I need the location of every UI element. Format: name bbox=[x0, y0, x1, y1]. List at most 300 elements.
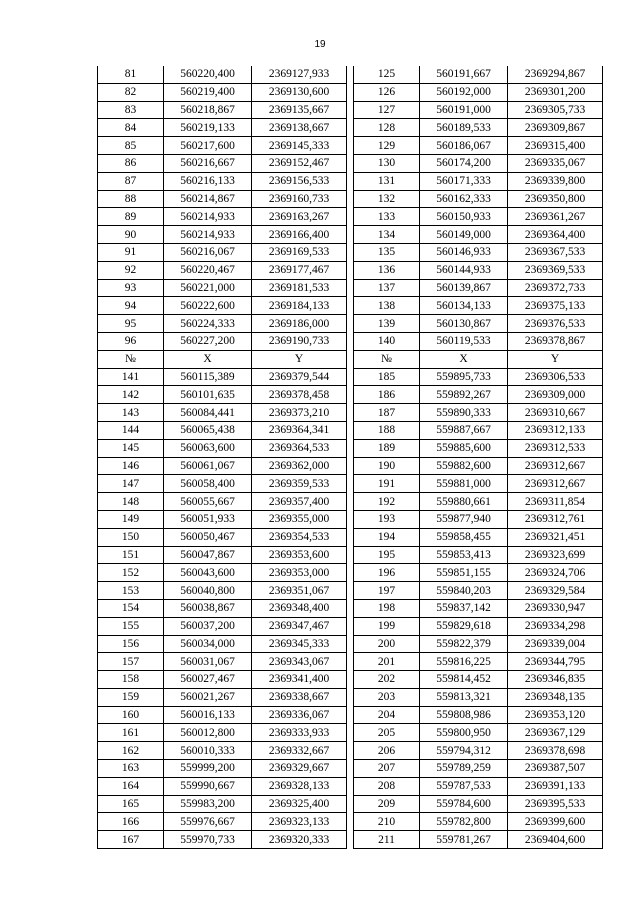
x-coordinate-cell: 560115,389 bbox=[164, 368, 252, 386]
x-coordinate-cell: 560174,200 bbox=[420, 154, 508, 172]
x-coordinate-cell: 560065,438 bbox=[164, 421, 252, 439]
point-number-cell: 156 bbox=[98, 635, 164, 653]
column-gap bbox=[347, 546, 354, 564]
point-number-cell: 199 bbox=[354, 617, 420, 635]
column-gap bbox=[347, 297, 354, 315]
column-gap bbox=[347, 475, 354, 493]
y-coordinate-cell: 2369312,667 bbox=[508, 475, 603, 493]
column-gap bbox=[347, 404, 354, 422]
coordinates-table bbox=[97, 66, 603, 849]
point-number-cell: 154 bbox=[98, 599, 164, 617]
y-coordinate-cell: 2369359,533 bbox=[252, 475, 347, 493]
y-coordinate-cell: 2369169,533 bbox=[252, 243, 347, 261]
column-gap bbox=[347, 119, 354, 137]
y-coordinate-cell: 2369364,533 bbox=[252, 439, 347, 457]
point-number-cell: 196 bbox=[354, 564, 420, 582]
x-coordinate-cell: 560191,000 bbox=[420, 101, 508, 119]
x-coordinate-cell: 559829,618 bbox=[420, 617, 508, 635]
point-number-cell: 192 bbox=[354, 493, 420, 511]
point-number-cell: 197 bbox=[354, 582, 420, 600]
table-row bbox=[98, 653, 603, 671]
x-coordinate-cell: 560150,933 bbox=[420, 208, 508, 226]
point-number-cell: 96 bbox=[98, 332, 164, 350]
x-coordinate-cell: 559983,200 bbox=[164, 795, 252, 813]
point-number-cell: 139 bbox=[354, 315, 420, 333]
point-number-cell: 167 bbox=[98, 831, 164, 849]
x-coordinate-cell: 560144,933 bbox=[420, 261, 508, 279]
y-coordinate-cell: 2369379,544 bbox=[252, 368, 347, 386]
number-header: № bbox=[98, 350, 164, 368]
point-number-cell: 198 bbox=[354, 599, 420, 617]
point-number-cell: 211 bbox=[354, 831, 420, 849]
point-number-cell: 84 bbox=[98, 119, 164, 137]
point-number-cell: 149 bbox=[98, 510, 164, 528]
x-coordinate-cell: 560139,867 bbox=[420, 279, 508, 297]
table-row bbox=[98, 510, 603, 528]
point-number-cell: 143 bbox=[98, 404, 164, 422]
y-coordinate-cell: 2369312,667 bbox=[508, 457, 603, 475]
column-gap bbox=[347, 510, 354, 528]
y-coordinate-cell: 2369357,400 bbox=[252, 493, 347, 511]
x-coordinate-cell: 560040,800 bbox=[164, 582, 252, 600]
point-number-cell: 189 bbox=[354, 439, 420, 457]
point-number-cell: 89 bbox=[98, 208, 164, 226]
x-coordinate-cell: 560217,600 bbox=[164, 137, 252, 155]
column-gap bbox=[347, 439, 354, 457]
x-coordinate-cell: 559816,225 bbox=[420, 653, 508, 671]
page-number: 19 bbox=[314, 39, 326, 50]
y-coordinate-cell: 2369376,533 bbox=[508, 315, 603, 333]
x-coordinate-cell: 560051,933 bbox=[164, 510, 252, 528]
column-gap bbox=[347, 226, 354, 244]
x-coordinate-cell: 560084,441 bbox=[164, 404, 252, 422]
point-number-cell: 95 bbox=[98, 315, 164, 333]
x-coordinate-cell: 560219,400 bbox=[164, 83, 252, 101]
y-coordinate-cell: 2369362,000 bbox=[252, 457, 347, 475]
column-gap bbox=[347, 742, 354, 760]
x-coordinate-cell: 560047,867 bbox=[164, 546, 252, 564]
point-number-cell: 94 bbox=[98, 297, 164, 315]
x-coordinate-cell: 559858,455 bbox=[420, 528, 508, 546]
x-coordinate-cell: 560192,000 bbox=[420, 83, 508, 101]
table-row bbox=[98, 208, 603, 226]
column-gap bbox=[347, 582, 354, 600]
point-number-cell: 190 bbox=[354, 457, 420, 475]
x-coordinate-cell: 560219,133 bbox=[164, 119, 252, 137]
point-number-cell: 187 bbox=[354, 404, 420, 422]
y-coordinate-cell: 2369399,600 bbox=[508, 813, 603, 831]
point-number-cell: 86 bbox=[98, 154, 164, 172]
point-number-cell: 186 bbox=[354, 386, 420, 404]
table-row bbox=[98, 119, 603, 137]
y-coordinate-cell: 2369348,400 bbox=[252, 599, 347, 617]
table-row bbox=[98, 315, 603, 333]
x-coordinate-cell: 560027,467 bbox=[164, 671, 252, 689]
point-number-cell: 87 bbox=[98, 172, 164, 190]
y-coordinate-cell: 2369391,133 bbox=[508, 777, 603, 795]
x-coordinate-cell: 560218,867 bbox=[164, 101, 252, 119]
y-coordinate-cell: 2369311,854 bbox=[508, 493, 603, 511]
y-coordinate-cell: 2369127,933 bbox=[252, 66, 347, 83]
point-number-cell: 146 bbox=[98, 457, 164, 475]
y-coordinate-cell: 2369355,000 bbox=[252, 510, 347, 528]
y-coordinate-cell: 2369361,267 bbox=[508, 208, 603, 226]
y-header: Y bbox=[508, 350, 603, 368]
point-number-cell: 141 bbox=[98, 368, 164, 386]
y-coordinate-cell: 2369369,533 bbox=[508, 261, 603, 279]
x-coordinate-cell: 560146,933 bbox=[420, 243, 508, 261]
y-coordinate-cell: 2369375,133 bbox=[508, 297, 603, 315]
point-number-cell: 166 bbox=[98, 813, 164, 831]
column-gap bbox=[347, 671, 354, 689]
table-row bbox=[98, 813, 603, 831]
point-number-cell: 130 bbox=[354, 154, 420, 172]
x-coordinate-cell: 559822,379 bbox=[420, 635, 508, 653]
column-gap bbox=[347, 564, 354, 582]
number-header: № bbox=[354, 350, 420, 368]
point-number-cell: 200 bbox=[354, 635, 420, 653]
column-gap bbox=[347, 635, 354, 653]
x-coordinate-cell: 560221,000 bbox=[164, 279, 252, 297]
point-number-cell: 133 bbox=[354, 208, 420, 226]
x-coordinate-cell: 560216,667 bbox=[164, 154, 252, 172]
table-row bbox=[98, 386, 603, 404]
table-row bbox=[98, 546, 603, 564]
table-row bbox=[98, 297, 603, 315]
y-coordinate-cell: 2369320,333 bbox=[252, 831, 347, 849]
x-coordinate-cell: 560050,467 bbox=[164, 528, 252, 546]
x-coordinate-cell: 560186,067 bbox=[420, 137, 508, 155]
x-coordinate-cell: 560119,533 bbox=[420, 332, 508, 350]
y-coordinate-cell: 2369348,135 bbox=[508, 688, 603, 706]
x-coordinate-cell: 560063,600 bbox=[164, 439, 252, 457]
x-coordinate-cell: 560171,333 bbox=[420, 172, 508, 190]
table-row bbox=[98, 404, 603, 422]
x-coordinate-cell: 560222,600 bbox=[164, 297, 252, 315]
table-row bbox=[98, 831, 603, 849]
x-coordinate-cell: 559840,203 bbox=[420, 582, 508, 600]
point-number-cell: 82 bbox=[98, 83, 164, 101]
x-coordinate-cell: 559990,667 bbox=[164, 777, 252, 795]
y-header: Y bbox=[252, 350, 347, 368]
x-header: X bbox=[164, 350, 252, 368]
table-row bbox=[98, 795, 603, 813]
table-row bbox=[98, 777, 603, 795]
column-gap bbox=[347, 457, 354, 475]
point-number-cell: 129 bbox=[354, 137, 420, 155]
x-coordinate-cell: 560220,467 bbox=[164, 261, 252, 279]
y-coordinate-cell: 2369372,733 bbox=[508, 279, 603, 297]
y-coordinate-cell: 2369325,400 bbox=[252, 795, 347, 813]
point-number-cell: 140 bbox=[354, 332, 420, 350]
x-coordinate-cell: 560021,267 bbox=[164, 688, 252, 706]
y-coordinate-cell: 2369156,533 bbox=[252, 172, 347, 190]
column-gap bbox=[347, 332, 354, 350]
y-coordinate-cell: 2369323,699 bbox=[508, 546, 603, 564]
point-number-cell: 138 bbox=[354, 297, 420, 315]
table-row bbox=[98, 706, 603, 724]
x-coordinate-cell: 560216,133 bbox=[164, 172, 252, 190]
x-coordinate-cell: 559787,533 bbox=[420, 777, 508, 795]
x-coordinate-cell: 559814,452 bbox=[420, 671, 508, 689]
point-number-cell: 144 bbox=[98, 421, 164, 439]
y-coordinate-cell: 2369378,867 bbox=[508, 332, 603, 350]
column-gap bbox=[347, 350, 354, 368]
y-coordinate-cell: 2369353,120 bbox=[508, 706, 603, 724]
point-number-cell: 206 bbox=[354, 742, 420, 760]
y-coordinate-cell: 2369160,733 bbox=[252, 190, 347, 208]
column-gap bbox=[347, 66, 354, 83]
x-coordinate-cell: 560134,133 bbox=[420, 297, 508, 315]
y-coordinate-cell: 2369186,000 bbox=[252, 315, 347, 333]
y-coordinate-cell: 2369338,667 bbox=[252, 688, 347, 706]
y-coordinate-cell: 2369163,267 bbox=[252, 208, 347, 226]
point-number-cell: 145 bbox=[98, 439, 164, 457]
y-coordinate-cell: 2369332,667 bbox=[252, 742, 347, 760]
point-number-cell: 194 bbox=[354, 528, 420, 546]
y-coordinate-cell: 2369339,004 bbox=[508, 635, 603, 653]
column-gap bbox=[347, 688, 354, 706]
x-coordinate-cell: 560220,400 bbox=[164, 66, 252, 83]
y-coordinate-cell: 2369395,533 bbox=[508, 795, 603, 813]
x-coordinate-cell: 559890,333 bbox=[420, 404, 508, 422]
x-coordinate-cell: 560037,200 bbox=[164, 617, 252, 635]
y-coordinate-cell: 2369364,400 bbox=[508, 226, 603, 244]
point-number-cell: 81 bbox=[98, 66, 164, 83]
y-coordinate-cell: 2369373,210 bbox=[252, 404, 347, 422]
x-coordinate-cell: 560012,800 bbox=[164, 724, 252, 742]
point-number-cell: 137 bbox=[354, 279, 420, 297]
y-coordinate-cell: 2369378,698 bbox=[508, 742, 603, 760]
table-row bbox=[98, 564, 603, 582]
point-number-cell: 128 bbox=[354, 119, 420, 137]
point-number-cell: 193 bbox=[354, 510, 420, 528]
table-row bbox=[98, 635, 603, 653]
column-gap bbox=[347, 315, 354, 333]
x-coordinate-cell: 559882,600 bbox=[420, 457, 508, 475]
x-coordinate-cell: 560101,635 bbox=[164, 386, 252, 404]
x-coordinate-cell: 560214,867 bbox=[164, 190, 252, 208]
point-number-cell: 126 bbox=[354, 83, 420, 101]
x-coordinate-cell: 559976,667 bbox=[164, 813, 252, 831]
x-coordinate-cell: 559800,950 bbox=[420, 724, 508, 742]
table-row bbox=[98, 368, 603, 386]
y-coordinate-cell: 2369343,067 bbox=[252, 653, 347, 671]
x-coordinate-cell: 559851,155 bbox=[420, 564, 508, 582]
point-number-cell: 202 bbox=[354, 671, 420, 689]
y-coordinate-cell: 2369335,067 bbox=[508, 154, 603, 172]
x-coordinate-cell: 560216,067 bbox=[164, 243, 252, 261]
y-coordinate-cell: 2369351,067 bbox=[252, 582, 347, 600]
point-number-cell: 125 bbox=[354, 66, 420, 83]
column-gap bbox=[347, 243, 354, 261]
column-gap bbox=[347, 493, 354, 511]
point-number-cell: 136 bbox=[354, 261, 420, 279]
y-coordinate-cell: 2369344,795 bbox=[508, 653, 603, 671]
table-row bbox=[98, 154, 603, 172]
column-gap bbox=[347, 368, 354, 386]
x-coordinate-cell: 559895,733 bbox=[420, 368, 508, 386]
y-coordinate-cell: 2369378,458 bbox=[252, 386, 347, 404]
table-row bbox=[98, 493, 603, 511]
x-coordinate-cell: 559892,267 bbox=[420, 386, 508, 404]
y-coordinate-cell: 2369130,600 bbox=[252, 83, 347, 101]
y-coordinate-cell: 2369152,467 bbox=[252, 154, 347, 172]
table-row bbox=[98, 439, 603, 457]
column-gap bbox=[347, 101, 354, 119]
column-gap bbox=[347, 279, 354, 297]
point-number-cell: 160 bbox=[98, 706, 164, 724]
point-number-cell: 205 bbox=[354, 724, 420, 742]
x-coordinate-cell: 559782,800 bbox=[420, 813, 508, 831]
point-number-cell: 85 bbox=[98, 137, 164, 155]
y-coordinate-cell: 2369166,400 bbox=[252, 226, 347, 244]
table-row bbox=[98, 457, 603, 475]
x-coordinate-cell: 559877,940 bbox=[420, 510, 508, 528]
column-gap bbox=[347, 706, 354, 724]
x-coordinate-cell: 560130,867 bbox=[420, 315, 508, 333]
x-coordinate-cell: 559887,667 bbox=[420, 421, 508, 439]
column-gap bbox=[347, 190, 354, 208]
column-gap bbox=[347, 760, 354, 778]
table-header-row bbox=[98, 350, 603, 368]
x-coordinate-cell: 559781,267 bbox=[420, 831, 508, 849]
y-coordinate-cell: 2369347,467 bbox=[252, 617, 347, 635]
y-coordinate-cell: 2369312,533 bbox=[508, 439, 603, 457]
point-number-cell: 210 bbox=[354, 813, 420, 831]
column-gap bbox=[347, 154, 354, 172]
point-number-cell: 207 bbox=[354, 760, 420, 778]
y-coordinate-cell: 2369315,400 bbox=[508, 137, 603, 155]
y-coordinate-cell: 2369312,133 bbox=[508, 421, 603, 439]
table-row bbox=[98, 101, 603, 119]
x-coordinate-cell: 560191,667 bbox=[420, 66, 508, 83]
x-coordinate-cell: 560010,333 bbox=[164, 742, 252, 760]
table-row bbox=[98, 243, 603, 261]
point-number-cell: 191 bbox=[354, 475, 420, 493]
x-coordinate-cell: 559970,733 bbox=[164, 831, 252, 849]
x-coordinate-cell: 559808,986 bbox=[420, 706, 508, 724]
x-coordinate-cell: 559789,259 bbox=[420, 760, 508, 778]
column-gap bbox=[347, 599, 354, 617]
point-number-cell: 142 bbox=[98, 386, 164, 404]
point-number-cell: 153 bbox=[98, 582, 164, 600]
y-coordinate-cell: 2369345,333 bbox=[252, 635, 347, 653]
x-coordinate-cell: 560189,533 bbox=[420, 119, 508, 137]
y-coordinate-cell: 2369329,667 bbox=[252, 760, 347, 778]
point-number-cell: 163 bbox=[98, 760, 164, 778]
column-gap bbox=[347, 617, 354, 635]
point-number-cell: 135 bbox=[354, 243, 420, 261]
column-gap bbox=[347, 795, 354, 813]
column-gap bbox=[347, 172, 354, 190]
point-number-cell: 147 bbox=[98, 475, 164, 493]
point-number-cell: 209 bbox=[354, 795, 420, 813]
column-gap bbox=[347, 83, 354, 101]
x-coordinate-cell: 559880,661 bbox=[420, 493, 508, 511]
column-gap bbox=[347, 421, 354, 439]
y-coordinate-cell: 2369404,600 bbox=[508, 831, 603, 849]
column-gap bbox=[347, 137, 354, 155]
y-coordinate-cell: 2369353,000 bbox=[252, 564, 347, 582]
y-coordinate-cell: 2369353,600 bbox=[252, 546, 347, 564]
table-row bbox=[98, 528, 603, 546]
y-coordinate-cell: 2369350,800 bbox=[508, 190, 603, 208]
y-coordinate-cell: 2369312,761 bbox=[508, 510, 603, 528]
table-row bbox=[98, 421, 603, 439]
y-coordinate-cell: 2369367,129 bbox=[508, 724, 603, 742]
x-coordinate-cell: 560224,333 bbox=[164, 315, 252, 333]
column-gap bbox=[347, 777, 354, 795]
y-coordinate-cell: 2369138,667 bbox=[252, 119, 347, 137]
y-coordinate-cell: 2369145,333 bbox=[252, 137, 347, 155]
column-gap bbox=[347, 813, 354, 831]
y-coordinate-cell: 2369305,733 bbox=[508, 101, 603, 119]
table-row bbox=[98, 279, 603, 297]
y-coordinate-cell: 2369333,933 bbox=[252, 724, 347, 742]
point-number-cell: 91 bbox=[98, 243, 164, 261]
table-row bbox=[98, 742, 603, 760]
y-coordinate-cell: 2369329,584 bbox=[508, 582, 603, 600]
table-row bbox=[98, 172, 603, 190]
y-coordinate-cell: 2369310,667 bbox=[508, 404, 603, 422]
point-number-cell: 201 bbox=[354, 653, 420, 671]
y-coordinate-cell: 2369346,835 bbox=[508, 671, 603, 689]
x-header: X bbox=[420, 350, 508, 368]
point-number-cell: 132 bbox=[354, 190, 420, 208]
x-coordinate-cell: 560214,933 bbox=[164, 208, 252, 226]
table-row bbox=[98, 599, 603, 617]
point-number-cell: 165 bbox=[98, 795, 164, 813]
y-coordinate-cell: 2369364,341 bbox=[252, 421, 347, 439]
table-row bbox=[98, 582, 603, 600]
point-number-cell: 151 bbox=[98, 546, 164, 564]
x-coordinate-cell: 559837,142 bbox=[420, 599, 508, 617]
x-coordinate-cell: 560038,867 bbox=[164, 599, 252, 617]
x-coordinate-cell: 559999,200 bbox=[164, 760, 252, 778]
x-coordinate-cell: 560034,000 bbox=[164, 635, 252, 653]
table-row bbox=[98, 760, 603, 778]
point-number-cell: 164 bbox=[98, 777, 164, 795]
x-coordinate-cell: 560061,067 bbox=[164, 457, 252, 475]
y-coordinate-cell: 2369328,133 bbox=[252, 777, 347, 795]
point-number-cell: 131 bbox=[354, 172, 420, 190]
y-coordinate-cell: 2369321,451 bbox=[508, 528, 603, 546]
table-row bbox=[98, 475, 603, 493]
y-coordinate-cell: 2369309,000 bbox=[508, 386, 603, 404]
y-coordinate-cell: 2369135,667 bbox=[252, 101, 347, 119]
column-gap bbox=[347, 261, 354, 279]
point-number-cell: 134 bbox=[354, 226, 420, 244]
point-number-cell: 185 bbox=[354, 368, 420, 386]
point-number-cell: 162 bbox=[98, 742, 164, 760]
column-gap bbox=[347, 208, 354, 226]
x-coordinate-cell: 560031,067 bbox=[164, 653, 252, 671]
y-coordinate-cell: 2369177,467 bbox=[252, 261, 347, 279]
point-number-cell: 161 bbox=[98, 724, 164, 742]
column-gap bbox=[347, 528, 354, 546]
y-coordinate-cell: 2369181,533 bbox=[252, 279, 347, 297]
y-coordinate-cell: 2369339,800 bbox=[508, 172, 603, 190]
point-number-cell: 93 bbox=[98, 279, 164, 297]
column-gap bbox=[347, 831, 354, 849]
x-coordinate-cell: 560043,600 bbox=[164, 564, 252, 582]
y-coordinate-cell: 2369324,706 bbox=[508, 564, 603, 582]
y-coordinate-cell: 2369190,733 bbox=[252, 332, 347, 350]
y-coordinate-cell: 2369184,133 bbox=[252, 297, 347, 315]
point-number-cell: 90 bbox=[98, 226, 164, 244]
table-row bbox=[98, 226, 603, 244]
